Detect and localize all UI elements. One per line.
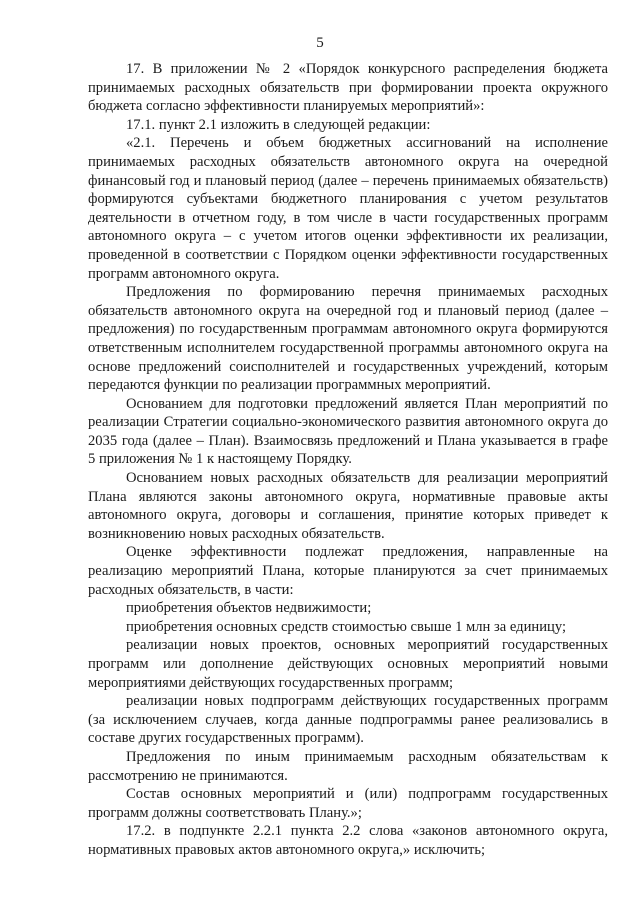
paragraph-new-obligations: Основанием новых расходных обязательств для реализации мероприятий Плана являются законы автономного округа, нормативные правовые акты автономного округа, договоры и соглашения, принятие которых приведет к возникновению новых расходных обязательств. (88, 470, 608, 542)
document-body (88, 60, 608, 860)
paragraph-basis-plan: Основанием для подготовки предложений является План мероприятий по реализации Стратегии социально-экономического развития автономного округа до 2035 года (далее – План). Взаимосвязь предложений и Плана указывается в графе 5 приложения № 1 к настоящему Порядку. (88, 395, 608, 468)
paragraph-other-obligations: Предложения по иным принимаемым расходным обязательствам к рассмотрению не принимаются. (88, 748, 608, 784)
paragraph-subitem-17-2: 17.2. в подпункте 2.2.1 пункта 2.2 слова «законов автономного округа, нормативных правовых актов автономного округа,» исключить; (88, 823, 608, 858)
list-item-new-projects: реализации новых проектов, основных мероприятий государственных программ или дополнение действующих основных мероприятий новыми мероприятиями действующих государственных программ; (88, 637, 608, 691)
paragraph-item-17: 17. В приложении № 2 «Порядок конкурсного распределения бюджета принимаемых расходных обязательств при формировании проекта окружного бюджета согласно эффективности планируемых мероприятий»: (88, 61, 608, 115)
list-item-real-estate: приобретения объектов недвижимости; (126, 600, 372, 617)
list-item-fixed-assets: приобретения основных средств стоимостью свыше 1 млн за единицу; (126, 618, 567, 635)
list-item-new-subprograms: реализации новых подпрограмм действующих государственных программ (за исключением случаев, когда данные подпрограммы ранее реализовались в составе других государственных программ). (88, 693, 608, 747)
paragraph-composition: Состав основных мероприятий и (или) подпрограмм государственных программ должны соответствовать Плану.»; (88, 786, 608, 821)
page-number: 5 (316, 35, 324, 51)
paragraph-subitem-17-1: 17.1. пункт 2.1 изложить в следующей редакции: (126, 116, 431, 133)
paragraph-clause-2-1: «2.1. Перечень и объем бюджетных ассигнований на исполнение принимаемых расходных обязательств автономного округа на очередной финансовый год и плановый период (далее – перечень принимаемых обязательств) формируются субъектами бюджетного планирования с учетом результатов деятельности в отчетном году, в том числе в части государственных программ автономного округа – с учетом итогов оценки эффективности их реализации, проведенной в соответствии с Порядком оценки эффективности государственных программ автономного округа. (88, 135, 608, 282)
paragraph-proposals: Предложения по формированию перечня принимаемых расходных обязательств автономного округа на очередной год и плановый период (далее – предложения) по государственным программам автономного округа формируются ответственным исполнителем государственной программы автономного округа на основе предложений соисполнителей и государственных учреждений, которым передаются функции по реализации программных мероприятий. (88, 284, 608, 394)
paragraph-efficiency-assessment: Оценке эффективности подлежат предложения, направленные на реализацию мероприятий Плана, которые планируются за счет принимаемых расходных обязательств, в части: (88, 544, 608, 598)
